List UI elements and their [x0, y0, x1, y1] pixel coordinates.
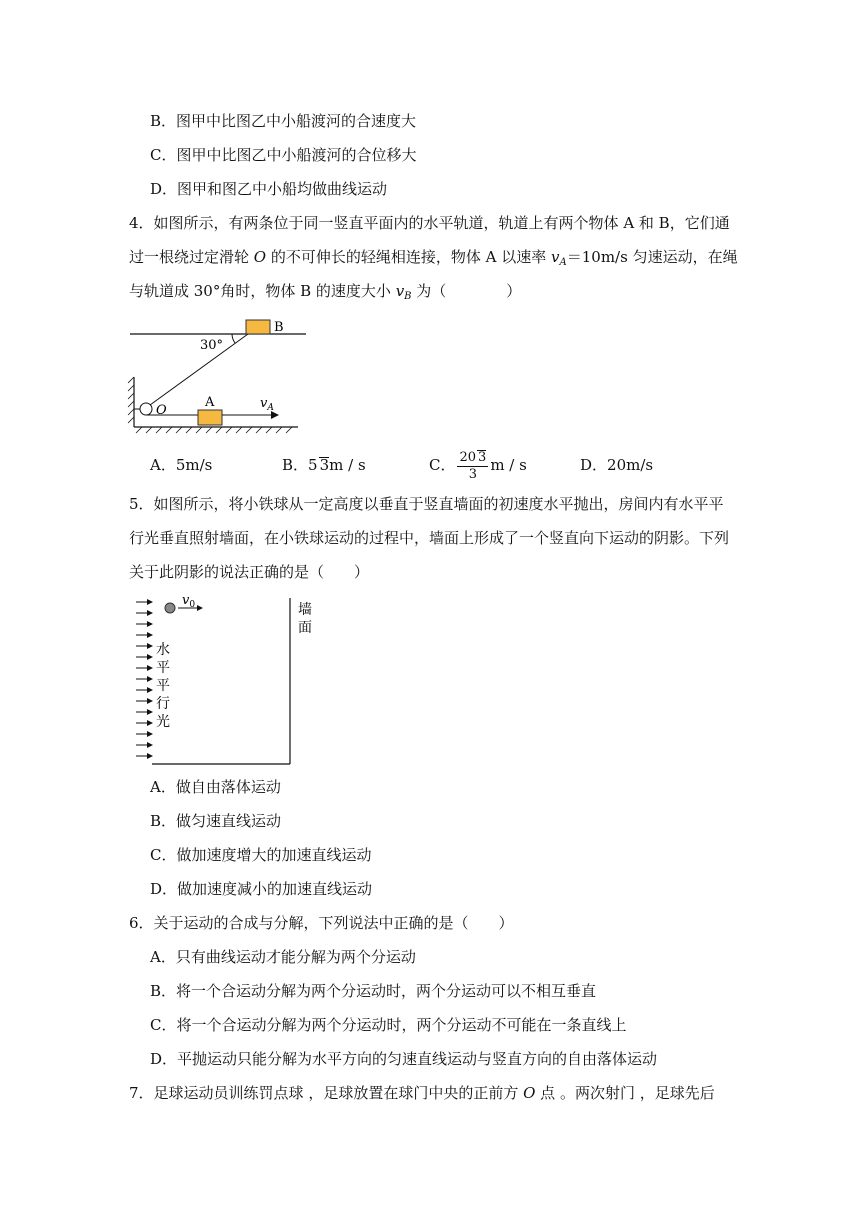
q6-option-c: C．将一个合运动分解为两个分运动时，两个分运动不可能在一条直线上 — [150, 1016, 627, 1034]
q5-light-char: 行 — [156, 696, 170, 712]
q5-wall-char: 面 — [298, 620, 312, 636]
q4-stem-line1: 4．如图所示，有两条位于同一竖直平面内的水平轨道，轨道上有两个物体 A 和 B，它们通 — [129, 214, 730, 232]
q6-stem: 6．关于运动的合成与分解，下列说法中正确的是（ ） — [129, 914, 514, 932]
q4-label-va: $v_A$ — [260, 396, 274, 413]
q6-option-a: A．只有曲线运动才能分解为两个分运动 — [150, 948, 416, 966]
q4-figure-pulley-diagram — [128, 315, 328, 435]
q5-light-char: 平 — [156, 678, 170, 694]
q3-option-b: B．图甲中比图乙中小船渡河的合速度大 — [150, 112, 417, 130]
q5-option-b: B．做匀速直线运动 — [150, 812, 282, 830]
q5-light-char: 光 — [156, 714, 170, 730]
q4-stem-line2: 过一根绕过定滑轮 O 的不可伸长的轻绳相连接，物体 A 以速率 $v_A=10m/s$ 匀速运动，在绳 — [129, 248, 738, 268]
q3-option-d: D．图甲和图乙中小船均做曲线运动 — [150, 180, 388, 198]
q4-label-b: B — [274, 320, 284, 335]
q5-option-c: C．做加速度增大的加速直线运动 — [150, 846, 372, 864]
q5-stem-line2: 行光垂直照射墙面，在小铁球运动的过程中，墙面上形成了一个竖直向下运动的阴影。下列 — [129, 529, 730, 547]
q5-option-a: A．做自由落体运动 — [150, 778, 281, 796]
q4-block-b — [246, 320, 270, 334]
q6-option-d: D．平抛运动只能分解为水平方向的匀速直线运动与竖直方向的自由落体运动 — [150, 1050, 658, 1068]
q5-light-char: 水 — [156, 642, 170, 658]
q5-option-d: D．做加速度减小的加速直线运动 — [150, 880, 373, 898]
q4-label-angle: 30° — [200, 338, 224, 353]
q5-wall-char: 墙 — [298, 602, 312, 618]
q5-label-v0: $v_0$ — [182, 593, 196, 610]
q4-option-a: A．5m/s — [150, 456, 213, 474]
q4-label-o: O — [156, 403, 167, 418]
q4-option-b: B．5 3m / s — [282, 456, 366, 474]
q5-stem-line3: 关于此阴影的说法正确的是（ ） — [129, 563, 370, 581]
q4-label-a: A — [205, 395, 215, 410]
q5-light-char: 平 — [156, 660, 170, 676]
q6-option-b: B．将一个合运动分解为两个分运动时，两个分运动可以不相互垂直 — [150, 982, 597, 1000]
q7-stem-line1: 7．足球运动员训练罚点球 ，足球放置在球门中央的正前方 O 点 。两次射门 ，足球先后 — [129, 1084, 715, 1102]
q4-stem-line3: 与轨道成 30°角时，物体 B 的速度大小 $v_B$ 为（ ） — [129, 282, 522, 302]
q5-label-light — [156, 641, 170, 730]
q4-option-d: D．20m/s — [580, 456, 654, 474]
q5-figure-shadow-diagram — [132, 592, 332, 772]
q4-block-a — [198, 410, 222, 425]
q4-pulley — [140, 403, 152, 415]
q5-stem-line1: 5．如图所示，将小铁球从一定高度以垂直于竖直墙面的初速度水平抛出，房间内有水平平 — [129, 495, 724, 513]
q5-label-wall — [298, 601, 312, 636]
q3-option-c: C．图甲中比图乙中小船渡河的合位移大 — [150, 146, 417, 164]
q5-iron-ball — [165, 603, 175, 613]
q4-option-c: C． $\frac{20 3}{3}$ m / s — [429, 449, 527, 482]
